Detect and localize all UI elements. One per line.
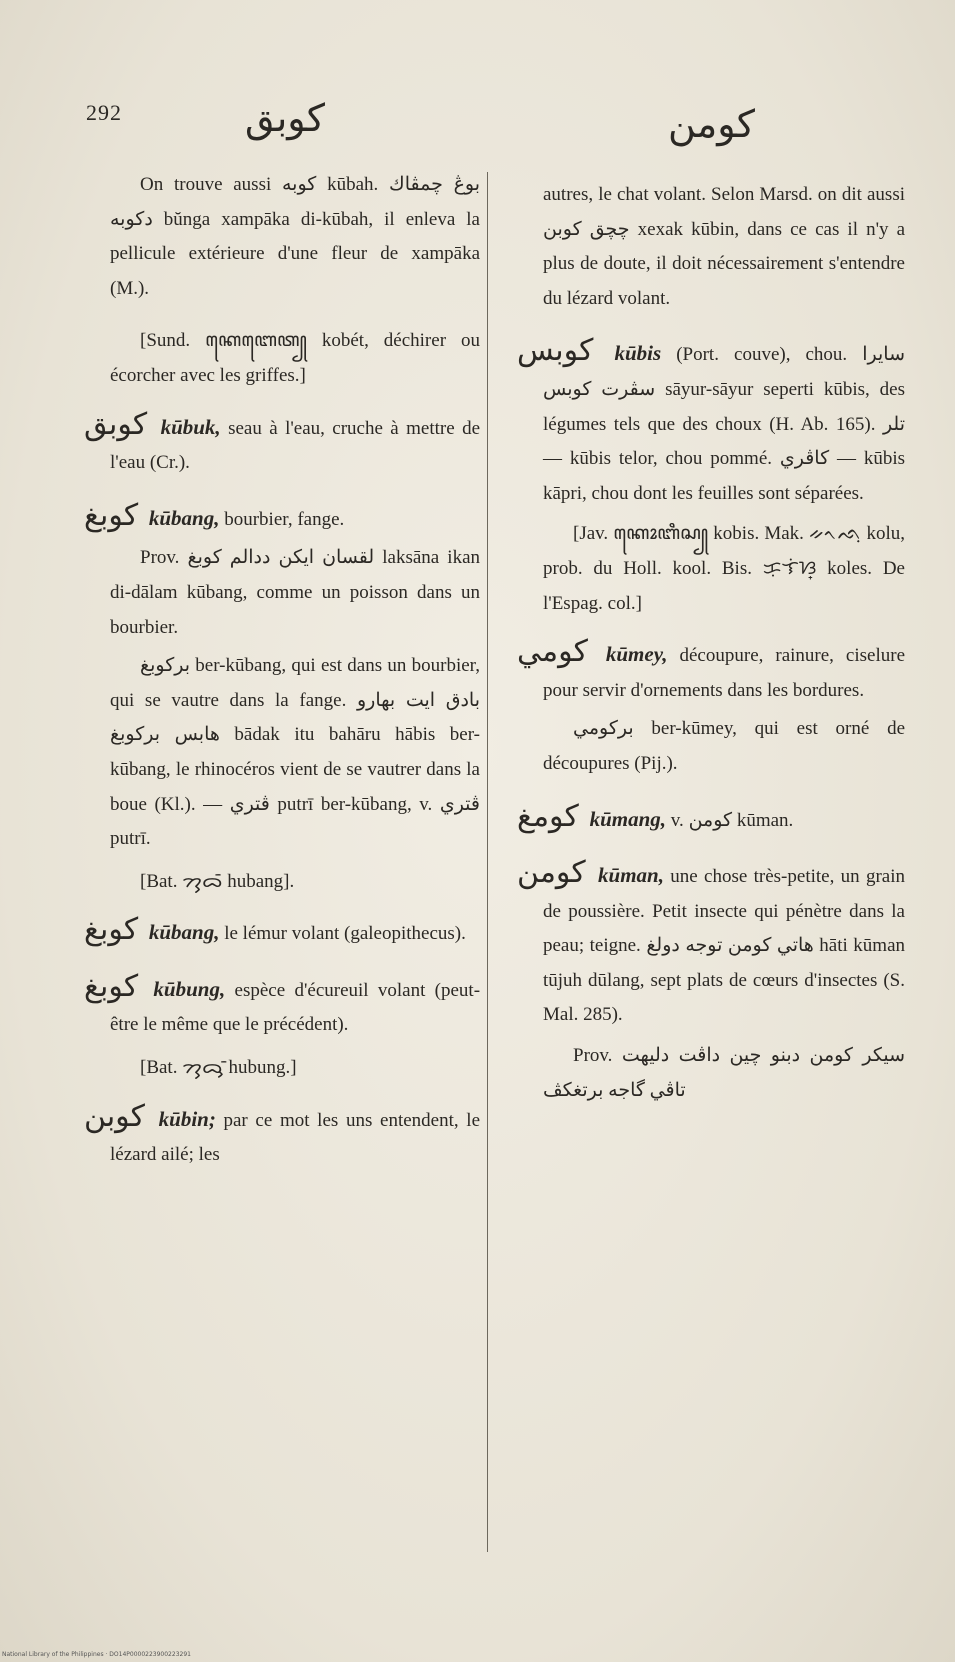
dictionary-entry: [84, 1098, 480, 1173]
headword-arabic: كوبق: [84, 406, 148, 442]
proverb: Prov. سيكر كومن دبنو چين داڤت دليهت تاڤي گاجه برتغكڤ: [543, 1045, 906, 1101]
dictionary-entry: [84, 497, 480, 538]
derived-form: بركوبغ ber-kūbang, qui est dans un bourbier, qui se vautre dans la fange. بادق ايت بهارو هابس بركوبغ bādak itu bahāru hābis ber-kūbang, le rhinocéros vient de se vautrer dans la boue (Kl.). — ڤتري putrī ber-kūbang, v. ڤتري putrī.: [110, 655, 480, 850]
headword: kūbang,: [148, 920, 220, 945]
page-number: 292: [86, 100, 122, 125]
headword-arabic: كومن: [517, 855, 586, 891]
headword: kūman,: [598, 863, 664, 888]
etymology-note: [Bat. ᯂᯮᯅᯮᯰ hubung.]: [140, 1057, 297, 1079]
definition: une chose très-petite, un grain de poussière. Petit insecte qui pénètre dans la peau; teigne. هاتي كومن توجه دولغ hāti kūman tūjuh dūlang, sept plats de cœurs d'insectes (S. Mal. 285).: [543, 866, 906, 1026]
definition: le lémur volant (galeopithecus).: [224, 923, 466, 945]
dictionary-entry: [84, 968, 481, 1043]
headword: kūbung,: [153, 976, 226, 1001]
headword-arabic: كوبن: [84, 1098, 145, 1134]
column-divider: [487, 172, 488, 1552]
headword-arabic: كوبغ: [84, 912, 139, 948]
dictionary-entry: [84, 406, 481, 481]
running-head-left: كوبق: [245, 96, 325, 140]
headword-arabic: كومي: [517, 634, 588, 670]
etymology-note: [Jav. ꦏꦺꦴꦧꦶꦱ꧀ kobis. Mak. ᨀᨚᨒᨘ kolu, prob. du Holl. kool. Bis. ᜃᜓᜎᜒᜐ᜔ koles. De l'Espag. col.]: [543, 523, 905, 614]
running-head-right: كومن: [668, 102, 756, 146]
etymology-note: [Bat. ᯂᯮᯅᯰ hubang].: [140, 870, 295, 892]
headword: kūbis: [614, 341, 662, 366]
dictionary-entry: [517, 634, 905, 708]
definition: espèce d'écureuil volant (peut-être le même que le précédent).: [110, 979, 481, 1036]
headword: kūbuk,: [160, 414, 221, 439]
dictionary-entry: [517, 855, 906, 1033]
headword: kūbang,: [148, 505, 220, 530]
definition: découpure, rainure, ciselure pour servir d'ornements dans les bordures.: [543, 645, 905, 701]
proverb: Prov. لقسان ايكن ددالم كوبغ laksāna ikan di-dālam kūbang, comme un poisson dans un bourbier.: [110, 547, 480, 638]
headword: kūbin;: [158, 1106, 216, 1131]
headword-arabic: كوبغ: [84, 968, 139, 1004]
left-column: [84, 168, 481, 1191]
etymology-note: [Sund. ꦏꦺꦧꦺꦠ꧀ kobét, déchirer ou écorcher avec les griffes.]: [110, 330, 480, 386]
definition: v. كومن kūman.: [670, 809, 794, 831]
scan-credit: National Library of the Philippines · DO14P0000223900223291: [2, 1651, 191, 1658]
paragraph: On trouve aussi كوبه kūbah. بوڠ چمڤاك دكوبه bŭnga xampāka di-kūbah, il enleva la pellicule extérieure d'une fleur de xampāka (M.).: [110, 174, 481, 299]
headword: kūmey,: [605, 642, 668, 667]
paragraph: autres, le chat volant. Selon Marsd. on dit aussi چچق كوبن xexak kūbin, dans ce cas il n'y a plus de doute, il doit nécessairement s'entendre du lézard volant.: [543, 184, 906, 309]
definition: seau à l'eau, cruche à mettre de l'eau (Cr.).: [110, 417, 481, 474]
definition: (Port. couve), chou. سايرا سڤرت كوبس sāyur-sāyur seperti kūbis, des légumes tels que des choux (H. Ab. 165). تلر — kūbis telor, chou pommé. كاڤري — kūbis kāpri, chou dont les feuilles sont séparées.: [543, 344, 906, 504]
dictionary-entry: [517, 798, 905, 839]
headword-arabic: كومغ: [517, 798, 579, 834]
right-column: [517, 178, 906, 1126]
dictionary-entry: [517, 333, 906, 511]
headword: kūmang,: [589, 806, 667, 831]
definition: par ce mot les uns entendent, le lézard ailé; les: [110, 1109, 480, 1166]
dictionary-entry: [84, 912, 480, 952]
headword-arabic: كوبس: [517, 333, 594, 369]
definition: bourbier, fange.: [224, 508, 345, 530]
headword-arabic: كوبغ: [84, 497, 139, 533]
derived-form: بركومي ber-kūmey, qui est orné de découpures (Pij.).: [543, 718, 905, 774]
